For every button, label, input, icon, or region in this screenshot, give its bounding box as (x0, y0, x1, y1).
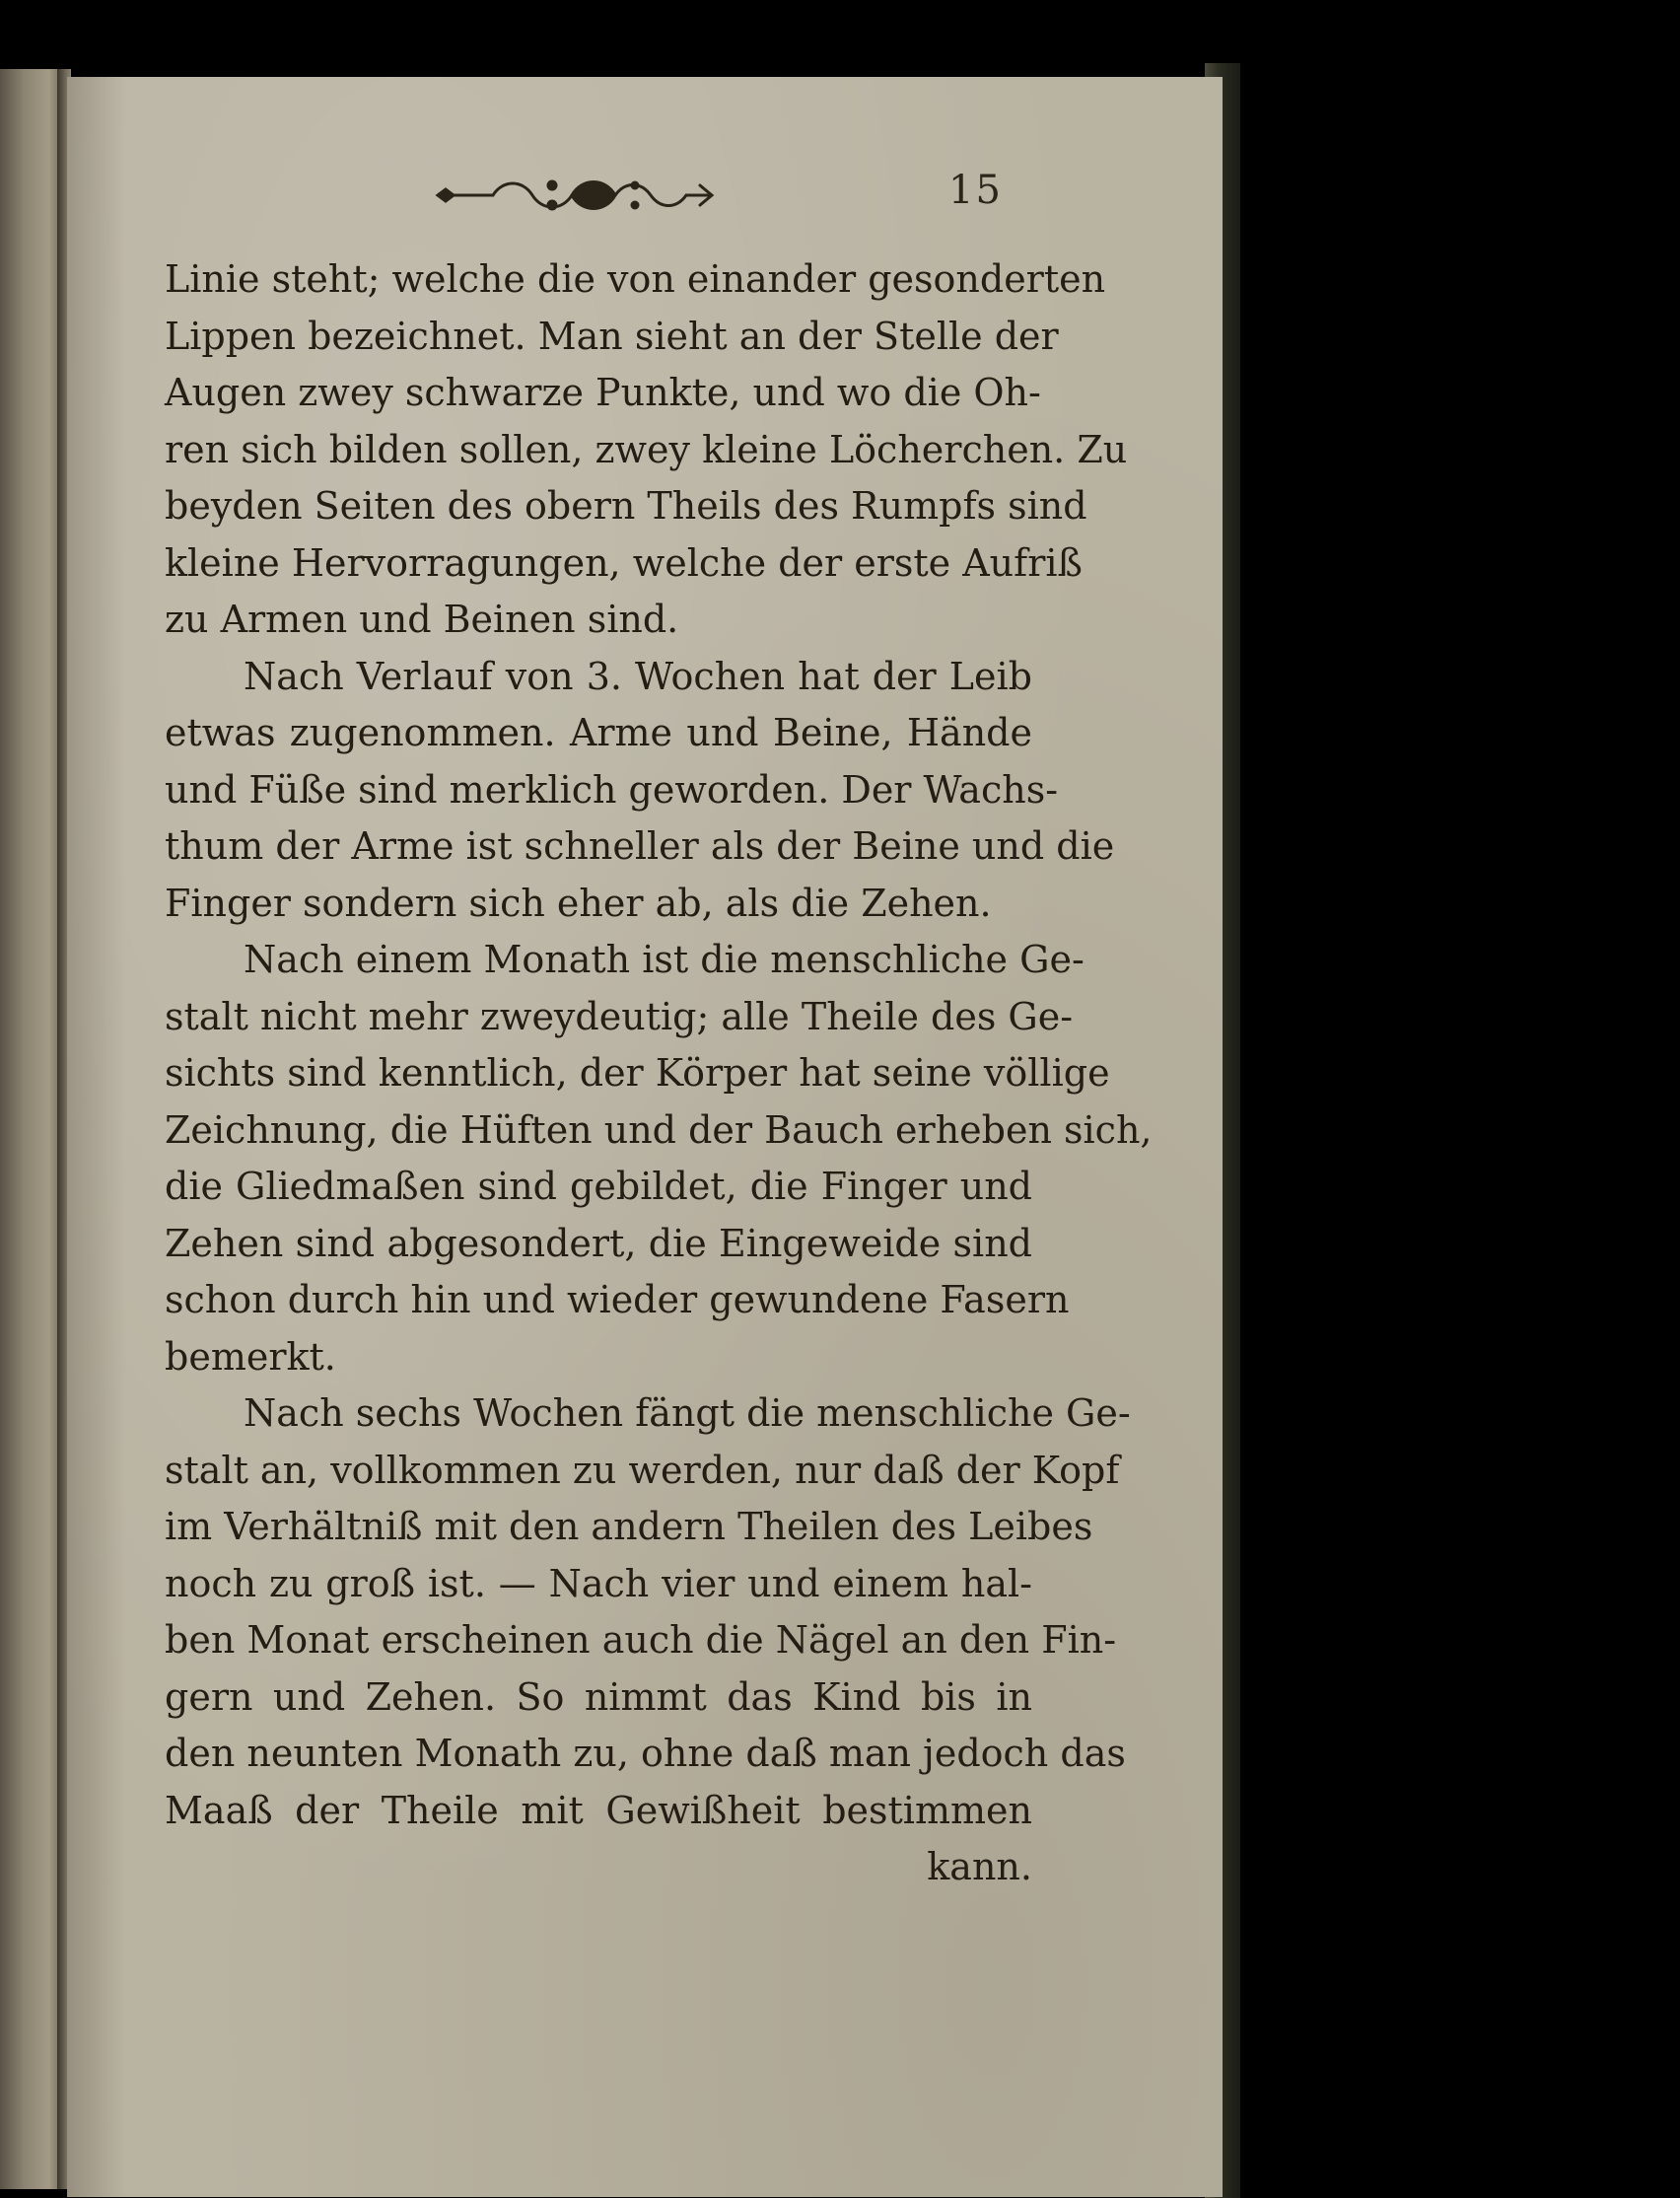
paragraph-first-line: Nach sechs Wochen fängt die menschliche Ge- (244, 1391, 1131, 1435)
text-line: Zehen sind abgesondert, die Eingeweide sind (165, 1221, 1032, 1265)
text-line: noch zu groß ist. — Nach vier und einem hal- (165, 1561, 1032, 1605)
text-line: sichts sind kenntlich, der Körper hat seine völlige (165, 1051, 1110, 1095)
text-line: Lippen bezeichnet. Man sieht an der Stelle der (165, 314, 1059, 358)
decorative-vignette-icon (434, 174, 720, 217)
text-line: stalt an, vollkommen zu werden, nur daß der Kopf (165, 1448, 1120, 1492)
text-line: den neunten Monath zu, ohne daß man jedoch das (165, 1732, 1126, 1775)
text-line: etwas zugenommen. Arme und Beine, Hände (165, 711, 1032, 754)
page-number: 15 (948, 168, 1003, 213)
text-line: zu Armen und Beinen sind. (165, 598, 679, 641)
paragraph-first-line: Nach Verlauf von 3. Wochen hat der Leib (244, 654, 1032, 698)
paragraph-first-line: Nach einem Monath ist die menschliche Ge- (244, 938, 1085, 981)
text-line: beyden Seiten des obern Theils des Rumpfs sind (165, 484, 1087, 528)
text-line: Zeichnung, die Hüften und der Bauch erheben sich, (165, 1107, 1153, 1152)
text-line: Augen zwey schwarze Punkte, und wo die Oh- (165, 371, 1041, 414)
text-line: kleine Hervorragungen, welche der erste Aufriß (165, 540, 1083, 585)
text-line: ren sich bilden sollen, zwey kleine Löcherchen. Zu (165, 427, 1128, 471)
text-line: Finger sondern sich eher ab, als die Zehen. (165, 881, 992, 925)
text-line: Maaß der Theile mit Gewißheit bestimmen (165, 1788, 1032, 1832)
left-page-edge (0, 69, 61, 2189)
text-line: schon durch hin und wieder gewundene Fasern (165, 1278, 1070, 1321)
text-line: gern und Zehen. So nimmt das Kind bis in (165, 1674, 1032, 1719)
text-line: die Gliedmaßen sind gebildet, die Finger und (165, 1165, 1032, 1208)
page-header (434, 168, 1045, 237)
text-line: ben Monat erscheinen auch die Nägel an den Fin- (165, 1618, 1117, 1662)
text-line: thum der Arme ist schneller als der Beine und die (165, 824, 1115, 868)
body-text (165, 251, 1153, 1896)
text-line: stalt nicht mehr zweydeutig; alle Theile des Ge- (165, 994, 1074, 1038)
text-line: und Füße sind merklich geworden. Der Wachs- (165, 767, 1059, 812)
text-line: bemerkt. (165, 1334, 336, 1379)
text-line: im Verhältniß mit den andern Theilen des Leibes (165, 1505, 1093, 1548)
catchword-line: kann. (927, 1845, 1032, 1888)
text-line: Linie steht; welche die von einander gesonderten (165, 257, 1106, 301)
